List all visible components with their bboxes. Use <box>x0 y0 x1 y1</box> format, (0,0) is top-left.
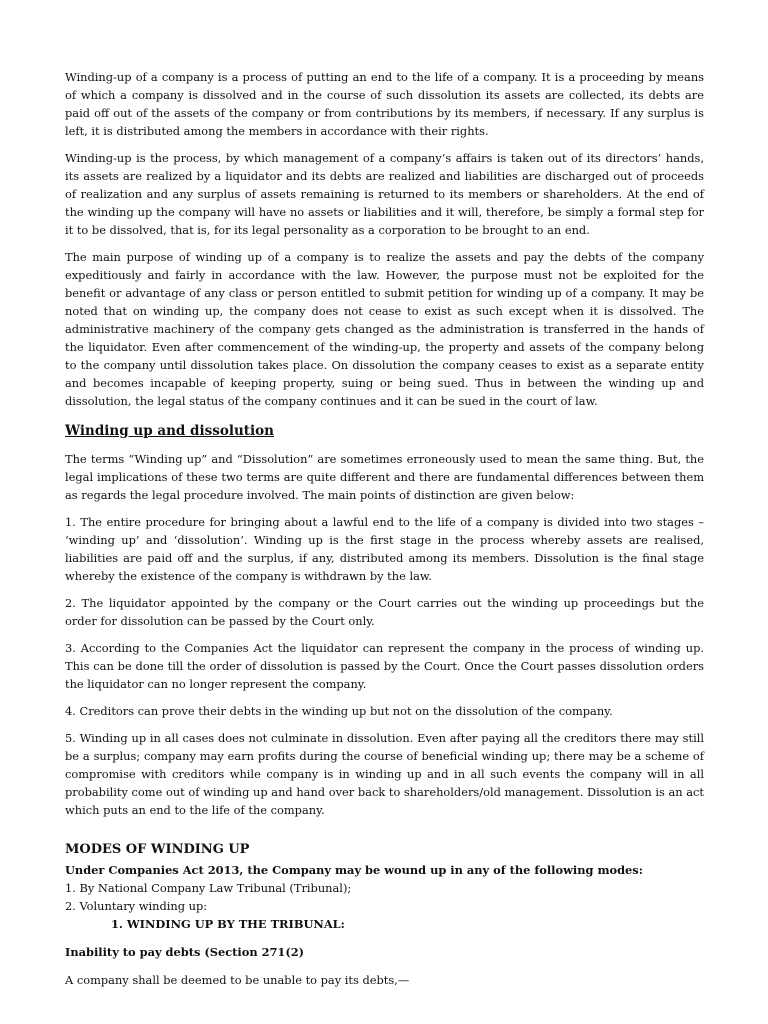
inability-text: A company shall be deemed to be unable to pay its debts,— <box>65 973 410 987</box>
distinction-point-3: 3. According to the Companies Act the liquidator can represent the company in the process of winding up. This can be done till the order of dissolution is passed by the Court. Once the Court passes dissolution orders the liquidator can no longer represent the company. <box>65 641 704 691</box>
mode-voluntary: 2. Voluntary winding up: <box>65 899 208 913</box>
distinction-point-4: 4. Creditors can prove their debts in the winding up but not on the dissolution of the company. <box>65 704 613 718</box>
section-heading-dissolution: Winding up and dissolution <box>65 423 274 439</box>
intro-paragraph-1: Winding-up of a company is a process of putting an end to the life of a company. It is a proceeding by means of which a company is dissolved and in the course of such dissolution its assets are collected, its debts are paid off out of the assets of the company or from contributions by its members, if necessary. If any surplus is left, it is distributed among the members in accordance with their rights. <box>65 70 704 138</box>
modes-lead: Under Companies Act 2013, the Company may be wound up in any of the following modes: <box>65 863 643 877</box>
mode-tribunal: 1. By National Company Law Tribunal (Tribunal); <box>65 881 352 895</box>
section-heading-modes: MODES OF WINDING UP <box>65 842 250 857</box>
sub-heading-tribunal: 1. WINDING UP BY THE TRIBUNAL: <box>111 917 345 931</box>
distinction-point-1: 1. The entire procedure for bringing about a lawful end to the life of a company is divided into two stages – ‘winding up’ and ‘dissolution’. Winding up is the first stage in the process whereby assets are realised, liabilities are paid off and the surplus, if any, distributed among its members. Dissolution is the final stage whereby the existence of the company is withdrawn by the law. <box>65 515 704 583</box>
dissolution-intro: The terms “Winding up” and “Dissolution” are sometimes erroneously used to mean the same thing. But, the legal implications of these two terms are quite different and there are fundamental differences between them as regards the legal procedure involved. The main points of distinction are given below: <box>65 452 704 502</box>
distinction-point-5: 5. Winding up in all cases does not culminate in dissolution. Even after paying all the creditors there may still be a surplus; company may earn profits during the course of beneficial winding up; there may be a scheme of compromise with creditors while company is in winding up and in all such events the company will in all probability come out of winding up and hand over back to shareholders/old management. Dissolution is an act which puts an end to the life of the company. <box>65 731 704 817</box>
inability-heading: Inability to pay debts (Section 271(2) <box>65 945 305 959</box>
document-page <box>65 68 704 998</box>
intro-paragraph-3: The main purpose of winding up of a company is to realize the assets and pay the debts of the company expeditiously and fairly in accordance with the law. However, the purpose must not be exploited for the benefit or advantage of any class or person entitled to submit petition for winding up of a company. It may be noted that on winding up, the company does not cease to exist as such except when it is dissolved. The administrative machinery of the company gets changed as the administration is transferred in the hands of the liquidator. Even after commencement of the winding-up, the property and assets of the company belong to the company until dissolution takes place. On dissolution the company ceases to exist as a separate entity and becomes incapable of keeping property, suing or being sued. Thus in between the winding up and dissolution, the legal status of the company continues and it can be sued in the court of law. <box>65 250 704 408</box>
intro-paragraph-2: Winding-up is the process, by which management of a company’s affairs is taken out of its directors’ hands, its assets are realized by a liquidator and its debts are realized and liabilities are discharged out of proceeds of realization and any surplus of assets remaining is returned to its members or shareholders. At the end of the winding up the company will have no assets or liabilities and it will, therefore, be simply a formal step for it to be dissolved, that is, for its legal personality as a corporation to be brought to an end. <box>65 151 704 237</box>
distinction-point-2: 2. The liquidator appointed by the company or the Court carries out the winding up proceedings but the order for dissolution can be passed by the Court only. <box>65 596 704 628</box>
